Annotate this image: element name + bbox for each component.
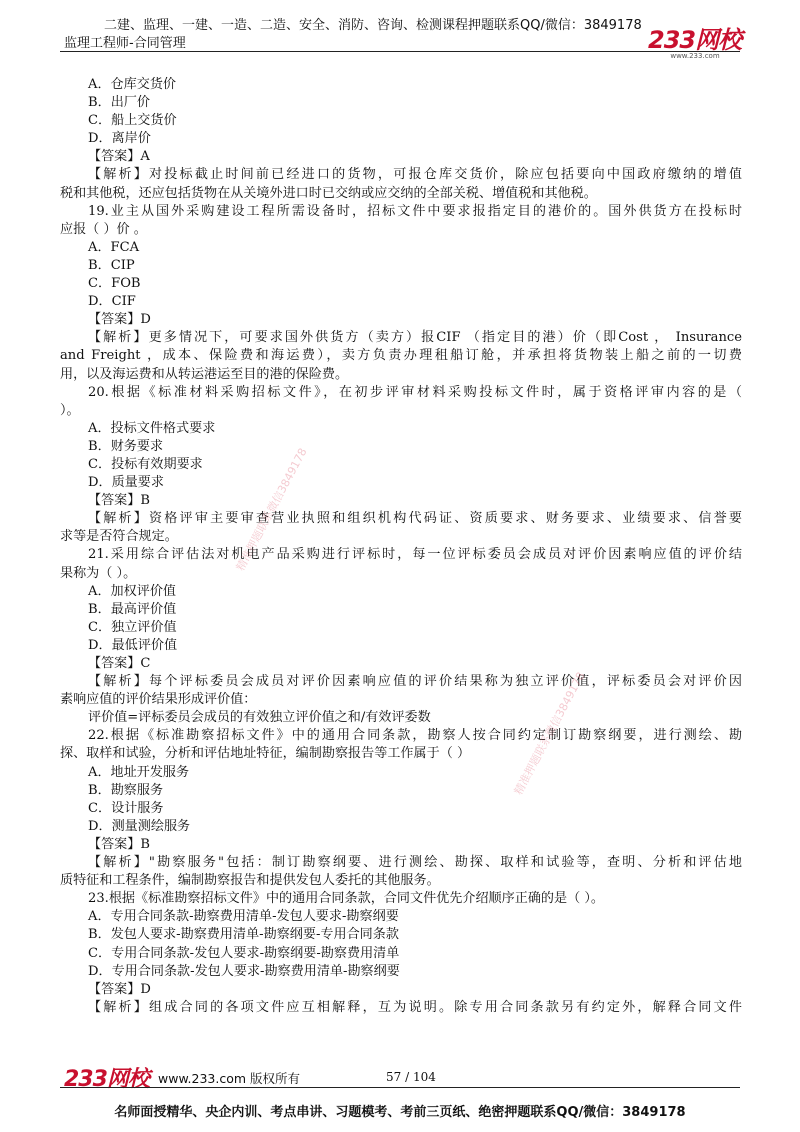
footer-logo-text: 233网校	[64, 1067, 149, 1092]
text-line: B．最高评价值	[88, 601, 177, 617]
text-line: A．投标文件格式要求	[88, 420, 216, 436]
footer-divider	[60, 1087, 740, 1088]
text-line: 探、取样和试验，分析和评估地址特征，编制勘察报告等工作属于（ ）	[60, 746, 471, 762]
text-line: A．专用合同条款-勘察费用清单-发包人要求-勘察纲要	[88, 909, 399, 925]
text-line: 【答案】B	[88, 836, 150, 852]
text-line: and Freight ，成本、保险费和海运费），卖方负责办理租船订舱，并承担将货物装上船之前的一切费	[60, 348, 742, 364]
text-line: 【解析】每个评标委员会成员对评价因素响应值的评价结果称为独立评价值，评标委员会对评价因	[88, 674, 742, 690]
text-line: 【解析】"勘察服务"包括：制订勘察纲要、进行测绘、勘探、取样和试验等，查明、分析和评估地	[88, 855, 742, 871]
text-line: C．FOB	[88, 276, 141, 292]
text-line: 求等是否符合规定。	[60, 529, 178, 545]
document-subject-title: 监理工程师-合同管理	[64, 36, 186, 51]
text-line: 【解析】对投标截止时间前已经进口的货物，可报仓库交货价，除应包括要向中国政府缴纳的增值	[88, 167, 742, 183]
text-line: 果称为（ ）。	[60, 565, 137, 581]
brand-logo	[648, 20, 742, 60]
text-line: A．仓库交货价	[88, 77, 177, 92]
text-line: C．船上交货价	[88, 113, 177, 129]
text-line: 21.采用综合评估法对机电产品采购进行评标时，每一位评标委员会成员对评价因素响应值的评价结	[88, 547, 742, 563]
text-line: 23.根据《标准勘察招标文件》中的通用合同条款，合同文件优先介绍顺序正确的是（ ）。	[88, 891, 604, 907]
text-line: A．加权评价值	[88, 583, 177, 599]
text-line: 【答案】D	[88, 312, 151, 328]
text-line: C．投标有效期要求	[88, 456, 203, 472]
text-line: 【答案】A	[88, 149, 150, 165]
text-line: 【解析】资格评审主要审查营业执照和组织机构代码证、资质要求、财务要求、业绩要求、信誉要	[88, 511, 742, 527]
footer-site-text: www.233.com 版权所有	[158, 1071, 300, 1086]
text-line: 【答案】C	[88, 656, 151, 671]
text-line: D．专用合同条款-发包人要求-勘察费用清单-勘察纲要	[88, 963, 400, 979]
text-line: 【答案】D	[88, 981, 151, 997]
text-line: 【答案】B	[88, 493, 150, 509]
text-line: A．FCA	[88, 239, 140, 255]
text-line: C．专用合同条款-发包人要求-勘察纲要-勘察费用清单	[88, 945, 400, 961]
text-line: 19.业主从国外采购建设工程所需设备时，招标文件中要求报指定目的港价的。国外供货方在投标时	[88, 203, 742, 219]
text-line: B．发包人要求-勘察费用清单-勘察纲要-专用合同条款	[88, 927, 399, 943]
page-number: 57 / 104	[386, 1070, 436, 1084]
text-line: D．最低评价值	[88, 637, 178, 653]
text-line: A．地址开发服务	[88, 764, 190, 780]
text-line: B．出厂价	[88, 95, 150, 111]
text-line: 应报（ ）价 。	[60, 221, 147, 237]
text-line: D．CIF	[88, 294, 136, 310]
text-line: 评价值=评标委员会成员的有效独立评价值之和/有效评委数	[88, 710, 431, 726]
header-promo-text: 二建、监理、一建、一造、二造、安全、消防、咨询、检测课程押题联系QQ/微信：3849178	[104, 18, 642, 33]
text-line: 22.根据《标准勘察招标文件》中的通用合同条款，勘察人按合同约定制订勘察纲要，进行测绘、勘	[88, 728, 742, 744]
text-line: 素响应值的评价结果形成评价值：	[60, 692, 257, 708]
brand-logo-url: www.233.com	[670, 52, 720, 60]
text-line: C．独立评价值	[88, 619, 177, 635]
text-line: 用，以及海运费和从转运港运至目的港的保险费。	[60, 366, 349, 382]
text-line: 20.根据《标准材料采购招标文件》，在初步评审材料采购投标文件时，属于资格评审内容的是（	[88, 384, 742, 400]
text-line: 【解析】更多情况下，可要求国外供货方（卖方）报CIF （指定目的港）价（即Cost ， Insurance	[88, 330, 742, 346]
text-line: 【解析】组成合同的各项文件应互相解释，互为说明。除专用合同条款另有约定外，解释合同文件	[88, 999, 742, 1015]
text-line: ）。	[60, 402, 80, 418]
text-line: B．勘察服务	[88, 782, 164, 798]
text-line: D．离岸价	[88, 131, 151, 147]
document-body	[60, 76, 742, 1017]
watermark-text: 精准押题联系微信3849178	[233, 445, 310, 574]
header-divider	[60, 51, 740, 52]
footer-promo-text: 名师面授精华、央企内训、考点串讲、习题模考、考前三页纸、绝密押题联系QQ/微信：3849178	[114, 1105, 686, 1120]
brand-logo-text: 233网校	[648, 26, 742, 54]
text-line: D．测量测绘服务	[88, 818, 191, 834]
text-line: 税和其他税，还应包括货物在从关境外进口时已交纳或应交纳的全部关税、增值税和其他税。	[60, 185, 597, 201]
watermark-text: 精准押题联系微信3849178	[511, 669, 588, 798]
text-line: D．质量要求	[88, 475, 164, 491]
text-line: C．设计服务	[88, 800, 164, 816]
text-line: 质特征和工程条件，编制勘察报告和提供发包人委托的其他服务。	[60, 873, 440, 889]
footer-brand-logo	[64, 1062, 149, 1093]
text-line: B．CIP	[88, 257, 135, 273]
text-line: B．财务要求	[88, 438, 164, 454]
